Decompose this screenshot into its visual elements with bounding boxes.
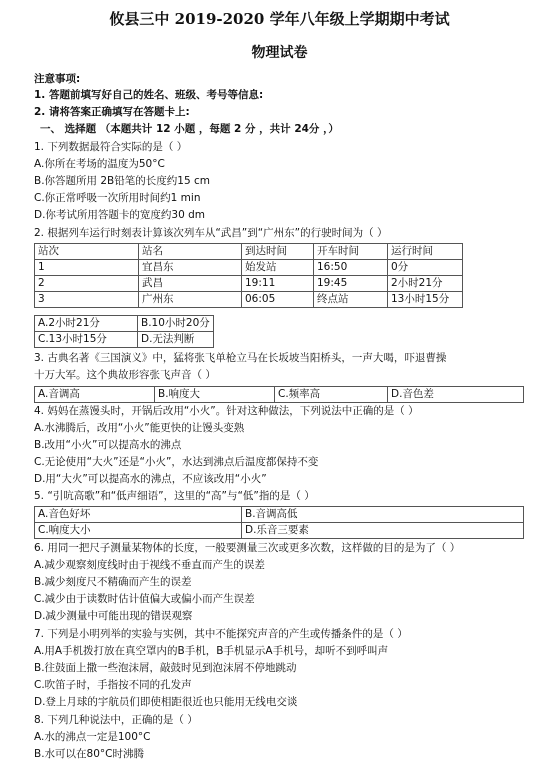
table-cell: 06:05 (242, 292, 314, 308)
options-grid (34, 386, 524, 403)
options-grid (34, 315, 214, 348)
option: D.乐音三要素 (242, 523, 524, 539)
table-header: 到达时间 (242, 244, 314, 260)
option: B.音调高低 (242, 507, 524, 523)
option: B.响度大 (155, 387, 275, 403)
option: D.你考试所用答题卡的宽度约30 dm (34, 209, 206, 221)
option: D.登上月球的宇航员们即使相距很近也只能用无线电交谈 (34, 696, 298, 708)
table-header: 开车时间 (314, 244, 388, 260)
option: A.2小时21分 (35, 316, 138, 332)
option: B.10小时20分 (138, 316, 214, 332)
table-header: 运行时间 (388, 244, 463, 260)
table-row (35, 276, 463, 292)
option: A.你所在考场的温度为50°C (34, 158, 165, 170)
option: C.减少由于读数时估计值偏大或偏小而产生误差 (34, 593, 255, 605)
exam-subtitle: 物理试卷 (251, 45, 308, 61)
question-stem: 1. 下列数据最符合实际的是（ ） (34, 141, 188, 153)
table-cell: 广州东 (139, 292, 242, 308)
table-cell: 3 (35, 292, 139, 308)
question-stem: 2. 根据列车运行时刻表计算该次列车从“武昌”到“广州东”的行驶时间为（ ） (34, 227, 388, 239)
question-stem: 7. 下列是小明列举的实验与实例，其中不能探究声音的产生或传播条件的是（ ） (34, 628, 408, 640)
table-cell: 始发站 (242, 260, 314, 276)
table-cell: 19:11 (242, 276, 314, 292)
option: D.无法判断 (138, 332, 214, 348)
table-cell: 2 (35, 276, 139, 292)
notice-item: 1. 答题前填写好自己的姓名、班级、考号等信息: (34, 89, 264, 101)
table-row (35, 260, 463, 276)
option: B.减少刻度尺不精确而产生的误差 (34, 576, 192, 588)
table-header: 站次 (35, 244, 139, 260)
option: B.你答题所用 2B铅笔的长度约15 cm (34, 175, 210, 187)
exam-title: 攸县三中 2019-2020 学年八年级上学期期中考试 (109, 10, 450, 28)
table-cell: 16:50 (314, 260, 388, 276)
table-cell: 武昌 (139, 276, 242, 292)
option: B.往鼓面上撒一些泡沫屑，敲鼓时见到泡沫屑不停地跳动 (34, 662, 297, 674)
table-row (35, 292, 463, 308)
question-stem: 5. “引吭高歌”和“低声细语”，这里的“高”与“低”指的是（ ） (34, 490, 315, 502)
table-cell: 1 (35, 260, 139, 276)
section-heading: 一、 选择题 （本题共计 12 小题 ，每题 2 分 ，共计 24分 ，） (40, 123, 339, 135)
option: B.改用“小火”可以提高水的沸点 (34, 439, 182, 451)
question-stem: 6. 用同一把尺子测量某物体的长度，一般要测量三次或更多次数，这样做的目的是为了（ ） (34, 542, 461, 554)
option: A.减少观察刻度线时由于视线不垂直而产生的误差 (34, 559, 265, 571)
option: C.无论使用“大火”还是“小火”，水达到沸点后温度都保持不变 (34, 456, 319, 468)
table-cell: 19:45 (314, 276, 388, 292)
option: C.吹笛子时，手指按不同的孔发声 (34, 679, 192, 691)
table-cell: 13小时15分 (388, 292, 463, 308)
option: A.用A手机拨打放在真空罩内的B手机，B手机显示A手机号，却听不到呼叫声 (34, 645, 389, 657)
option: B.水可以在80°C时沸腾 (34, 748, 144, 760)
option: C.13小时15分 (35, 332, 138, 348)
option: A.音调高 (35, 387, 155, 403)
question-stem: 3. 古典名著《三国演义》中，猛将张飞单枪立马在长坂坡当阳桥头，一声大喝，吓退曹操 (34, 352, 447, 364)
table-cell: 2小时21分 (388, 276, 463, 292)
question-stem: 十万大军。这个典故形容张飞声音（ ） (34, 369, 216, 381)
table-cell: 宜昌东 (139, 260, 242, 276)
notice-item: 2. 请将答案正确填写在答题卡上: (34, 106, 190, 118)
question-stem: 8. 下列几种说法中，正确的是（ ） (34, 714, 198, 726)
table-cell: 0分 (388, 260, 463, 276)
option: C.你正常呼吸一次所用时间约1 min (34, 192, 201, 204)
timetable (34, 243, 463, 308)
notice-heading: 注意事项: (34, 73, 81, 85)
question-stem: 4. 妈妈在蒸馒头时，开锅后改用“小火”。针对这种做法，下列说法中正确的是（ ） (34, 405, 419, 417)
option: C.响度大小 (35, 523, 242, 539)
table-header: 站名 (139, 244, 242, 260)
option: A.水沸腾后，改用“小火”能更快的让馒头变熟 (34, 422, 245, 434)
option: C.频率高 (275, 387, 388, 403)
table-header-row (35, 244, 463, 260)
option: D.用“大火”可以提高水的沸点，不应该改用“小火” (34, 473, 267, 485)
options-grid (34, 506, 524, 539)
option: D.减少测量中可能出现的错误观察 (34, 610, 193, 622)
option: A.水的沸点一定是100°C (34, 731, 151, 743)
table-cell: 终点站 (314, 292, 388, 308)
option: D.音色差 (388, 387, 524, 403)
option: A.音色好坏 (35, 507, 242, 523)
